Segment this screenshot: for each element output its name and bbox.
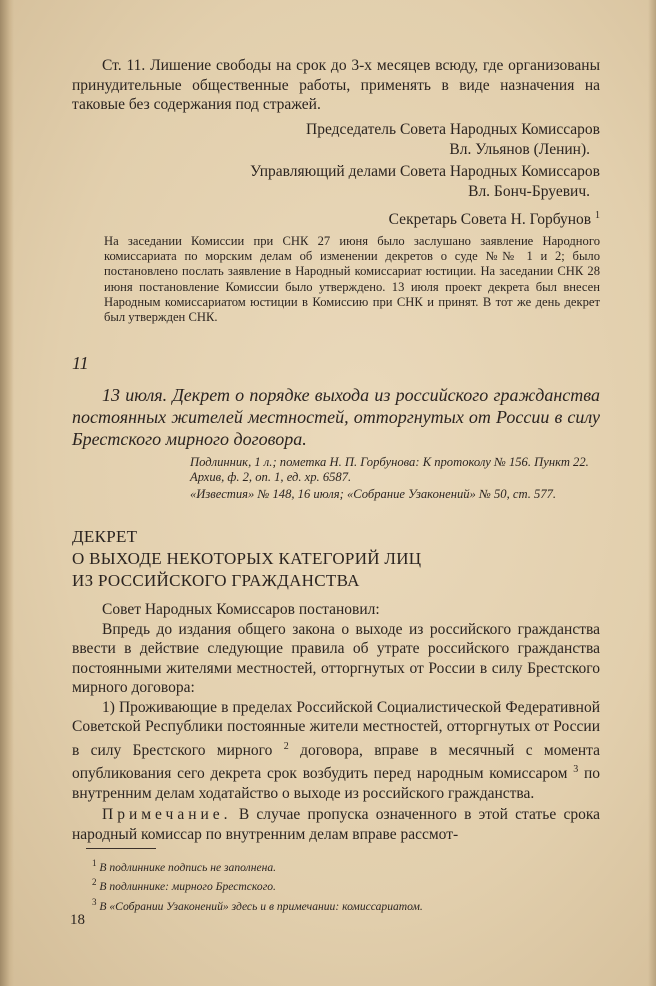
footnote-text: В подлиннике: мирного Брестского. xyxy=(99,880,276,894)
source-archive: Подлинник, 1 л.; пометка Н. П. Горбунова: К протоколу № 156. Пункт 22. Архив, ф. 2, оп. 1, ед. хр. 6587. xyxy=(190,455,589,484)
decree-preamble: Совет Народных Комиссаров постановил: xyxy=(102,601,380,618)
source-block xyxy=(190,455,600,485)
footnote-ref-3: 3 xyxy=(573,764,579,776)
decree-note xyxy=(72,805,600,844)
signature-chairman-title: Председатель Совета Народных Комиссаров xyxy=(306,121,600,138)
secretary-text: Секретарь Совета Н. Горбунов xyxy=(388,211,592,229)
signatures-block-2 xyxy=(72,162,600,202)
document-number: 11 xyxy=(72,353,89,373)
document-number-block xyxy=(72,354,600,374)
signature-manager-title: Управляющий делами Совета Народных Комиссаров xyxy=(250,163,600,180)
commission-note: На заседании Комиссии при СНК 27 июня было заслушано заявление Народного комиссариата по морским делам об изменении декретов о суде №№ 1 и 2; было постановлено послать заявление в Народный комиссариат юстиции. На заседании СНК 28 июня постановление Комиссии было утверждено. 13 июля проект декрета был внесен Народным комиссариатом юстиции в Комиссию при СНК и принят. В тот же день декрет был утвержден СНК. xyxy=(104,234,600,325)
footnote-ref-1: 1 xyxy=(595,210,600,221)
footnote-text: В «Собрании Узаконений» здесь и в примечании: комиссариатом. xyxy=(99,899,423,913)
decree-heading-block xyxy=(72,384,600,450)
decree-paragraph-1: Впредь до издания общего закона о выходе из российского гражданства ввести в действие следующие правила об утрате российского гражданства постоянными жителями местностей, отторгнутых от России в силу Брестского мирного договора: xyxy=(72,620,600,696)
signature-chairman-name: Вл. Ульянов (Ленин). xyxy=(449,141,590,158)
secretary-block xyxy=(72,206,600,230)
decree-title-block xyxy=(72,526,600,592)
footnote-number: 1 xyxy=(92,858,97,868)
para-2-part-c: по внутренним делам ходатайство о выходе из российского гражданства. xyxy=(72,765,601,802)
decree-paragraph-2 xyxy=(72,698,600,804)
signatures-block xyxy=(72,120,600,160)
source-block-2 xyxy=(190,487,600,502)
page-spine-shadow xyxy=(0,0,14,986)
page-edge-shadow xyxy=(648,0,656,986)
footnote-number: 3 xyxy=(92,896,97,907)
footnote-1 xyxy=(92,856,600,875)
page-number: 18 xyxy=(70,912,85,928)
footnote-2 xyxy=(92,875,600,894)
footnote-text: В подлиннике подпись не заполнена. xyxy=(99,860,277,874)
decree-title-1: ДЕКРЕТ xyxy=(72,527,138,546)
footnote-3 xyxy=(92,895,600,914)
decree-heading: 13 июля. Декрет о порядке выхода из российского гражданства постоянных жителей местностей, отторгнутых от России в силу Брестского мирного договора. xyxy=(72,385,600,449)
footnote-ref-2: 2 xyxy=(283,740,289,752)
footnotes-block xyxy=(92,856,600,914)
para-2-part-b: договора, вправе в месячный с момента опубликования сего декрета срок возбудить перед народным комиссаром xyxy=(72,741,601,783)
article-11-text: Ст. 11. Лишение свободы на срок до 3-х месяцев всюду, где организованы принудительные общественные работы, применять в виде назначения на таковые без содержания под стражей. xyxy=(72,57,600,113)
note-label: Примечание. xyxy=(102,806,232,824)
decree-title-2: О ВЫХОДЕ НЕКОТОРЫХ КАТЕГОРИЙ ЛИЦ xyxy=(72,549,422,568)
footnote-separator xyxy=(86,848,156,849)
footnote-number: 2 xyxy=(92,877,97,888)
note-text: В случае пропуска означенного в этой статье срока народный комиссар по внутренним делам вправе рассмот- xyxy=(72,806,601,843)
decree-title-3: ИЗ РОССИЙСКОГО ГРАЖДАНСТВА xyxy=(72,571,360,590)
commission-note-block xyxy=(104,234,600,325)
article-11-block xyxy=(72,56,600,115)
signature-secretary xyxy=(72,206,600,230)
signature-manager-name: Вл. Бонч-Бруевич. xyxy=(468,183,590,200)
para-2-part-a: 1) Проживающие в пределах Российской Социалистической Федеративной Советской Республики постоянные жители местностей, отторгнутых от России в силу Брестского мирного xyxy=(72,698,600,759)
decree-body xyxy=(72,600,600,844)
source-publication: «Известия» № 148, 16 июля; «Собрание Узаконений» № 50, ст. 577. xyxy=(190,487,557,501)
